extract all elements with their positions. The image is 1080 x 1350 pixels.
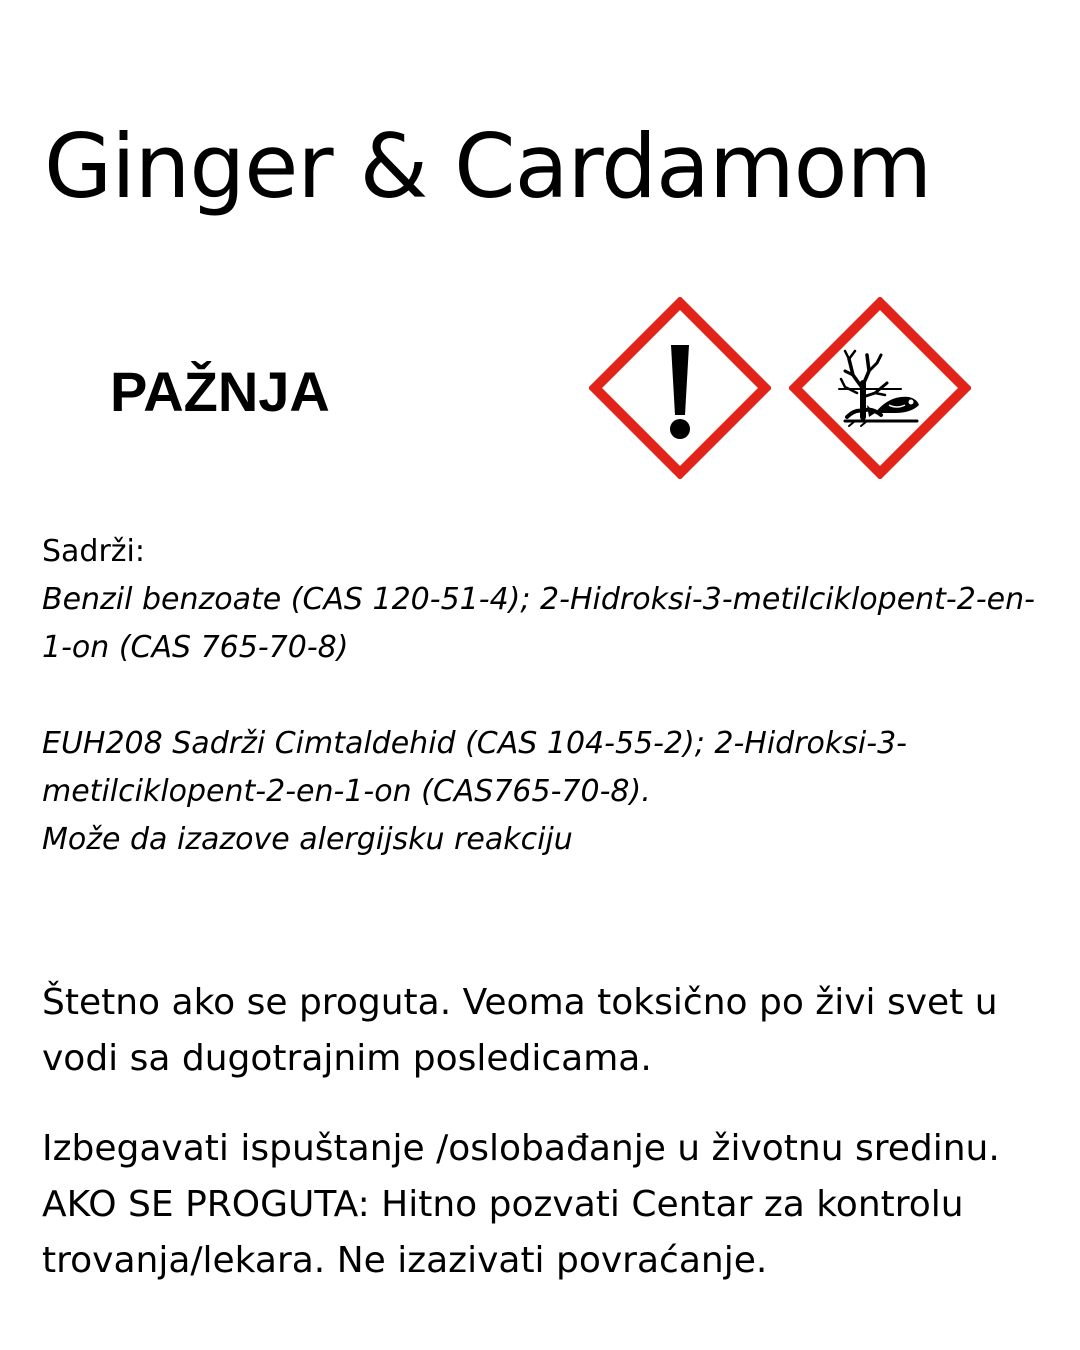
precaution-line: Izbegavati ispuštanje /oslobađanje u životnu sredinu. [42,1128,1000,1169]
hazard-statement [42,975,1042,1087]
hazard-statement-line: vodi sa dugotrajnim posledicama. [42,1038,652,1079]
hazard-statement-line: Štetno ako se proguta. Veoma toksično po živi svet u [42,982,998,1023]
ingredients-line: Benzil benzoate (CAS 120-51-4); 2-Hidroksi-3-metilciklopent-2-en- [42,582,1035,617]
contains-section [42,528,1042,864]
signal-word: PAŽNJA [110,360,330,423]
spacer [42,672,1042,720]
contains-label: Sadrži: [42,534,145,569]
product-title: Ginger & Cardamom [44,115,932,218]
ingredients-line: 1-on (CAS 765-70-8) [42,630,349,665]
euh208-line: Može da izazove alergijsku reakciju [42,822,573,857]
precaution-line: trovanja/lekara. Ne izazivati povraćanje. [42,1240,768,1281]
euh208-line: EUH208 Sadrži Cimtaldehid (CAS 104-55-2); 2-Hidroksi-3- [42,726,907,761]
environment-hazard-icon [789,297,971,479]
exclamation-mark-icon [589,297,771,479]
precautionary-statement [42,1121,1042,1289]
precaution-line: AKO SE PROGUTA: Hitno pozvati Centar za kontrolu [42,1184,964,1225]
euh208-line: metilciklopent-2-en-1-on (CAS765-70-8). [42,774,651,809]
hazard-statements [42,975,1042,1289]
